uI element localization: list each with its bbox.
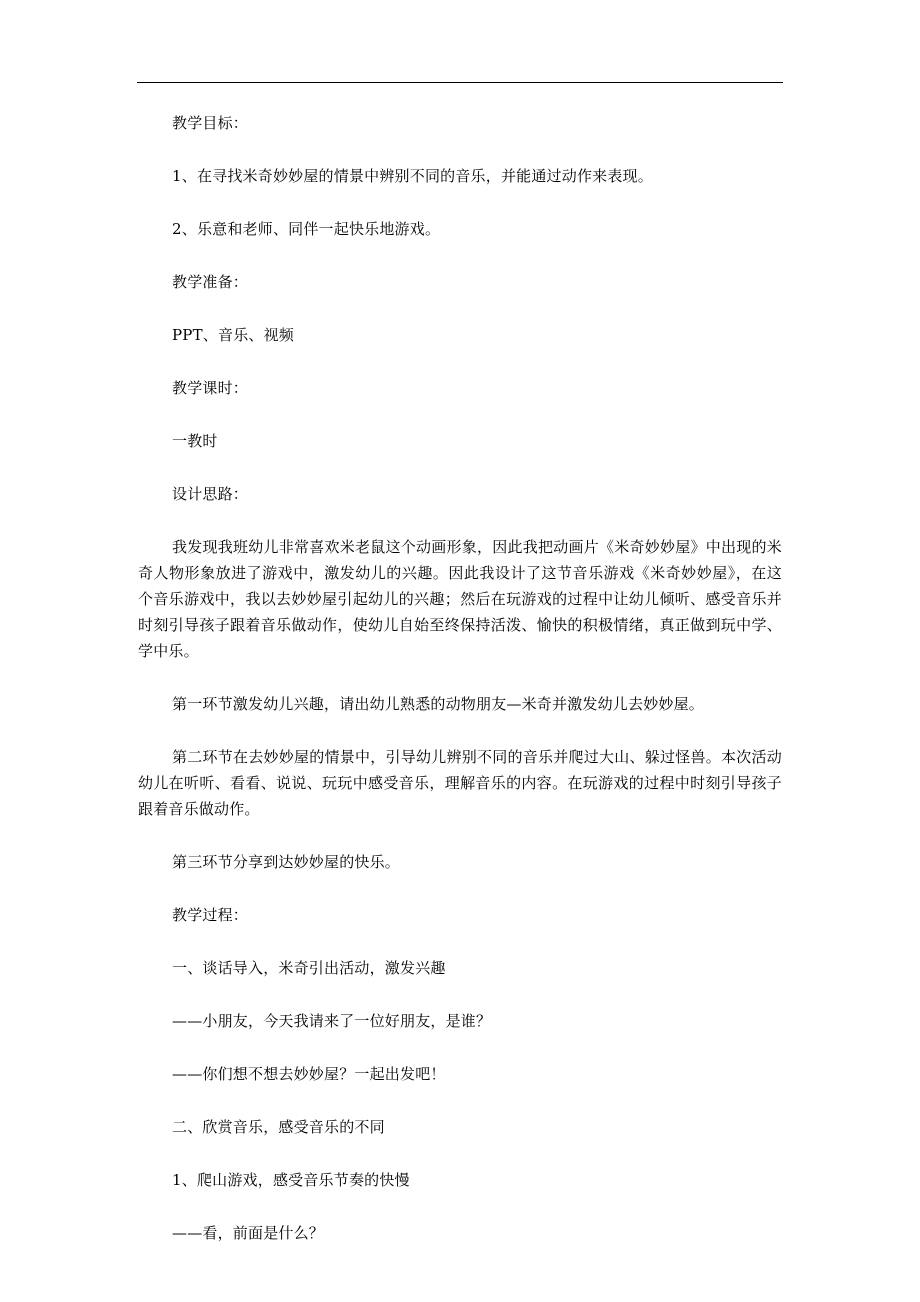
design-idea-body: 我发现我班幼儿非常喜欢米老鼠这个动画形象，因此我把动画片《米奇妙妙屋》中出现的米奇人物形象放进了游戏中，激发幼儿的兴趣。因此我设计了这节音乐游戏《米奇妙妙屋》，在这个音乐游戏中，我以去妙妙屋引起幼儿的兴趣；然后在玩游戏的过程中让幼儿倾听、感受音乐并时刻引导孩子跟着音乐做动作，使幼儿自始至终保持活泼、愉快的积极情绪，真正做到玩中学、学中乐。	[138, 538, 782, 660]
heading-preparation: 教学准备：	[172, 273, 249, 291]
heading-teaching-goals: 教学目标：	[172, 114, 249, 132]
heading-class-hours: 教学课时：	[172, 379, 249, 397]
header-rule	[137, 82, 783, 83]
class-hours-value: 一教时	[172, 432, 218, 450]
heading-design-idea: 设计思路：	[172, 485, 249, 503]
goal-1: 1、在寻找米奇妙妙屋的情景中辨别不同的音乐，并能通过动作来表现。	[172, 167, 653, 185]
process-2: 二、欣赏音乐，感受音乐的不同	[172, 1118, 385, 1136]
process-2-sub-1: 1、爬山游戏，感受音乐节奏的快慢	[172, 1171, 410, 1189]
process-2-sub-1-line-1: ——看，前面是什么？	[172, 1224, 325, 1242]
stage-2: 第二环节在去妙妙屋的情景中，引导幼儿辨别不同的音乐并爬过大山、躲过怪兽。本次活动幼儿在听听、看看、说说、玩玩中感受音乐，理解音乐的内容。在玩游戏的过程中时刻引导孩子跟着音乐做动作。	[138, 748, 782, 818]
stage-1: 第一环节激发幼儿兴趣，请出幼儿熟悉的动物朋友—米奇并激发幼儿去妙妙屋。	[172, 695, 705, 713]
document-body	[138, 110, 782, 1273]
stage-3: 第三环节分享到达妙妙屋的快乐。	[172, 853, 401, 871]
heading-process: 教学过程：	[172, 906, 249, 924]
preparation-items: PPT、音乐、视频	[172, 326, 294, 344]
process-1: 一、谈话导入，米奇引出活动，激发兴趣	[172, 959, 446, 977]
process-1-line-2: ——你们想不想去妙妙屋？一起出发吧！	[172, 1065, 446, 1083]
process-1-line-1: ——小朋友，今天我请来了一位好朋友，是谁？	[172, 1012, 492, 1030]
goal-2: 2、乐意和老师、同伴一起快乐地游戏。	[172, 220, 441, 238]
